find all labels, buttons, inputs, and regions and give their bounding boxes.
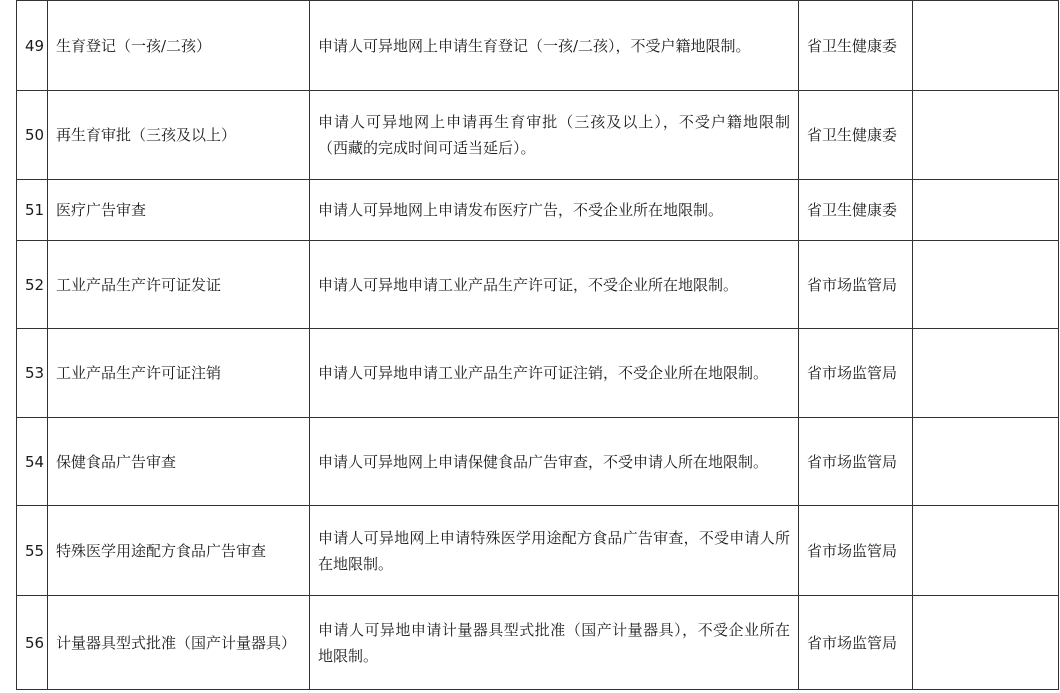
table-row: [17, 329, 1059, 418]
item-description: 申请人可异地网上申请特殊医学用途配方食品广告审查，不受申请人所在地限制。: [310, 506, 799, 596]
remark-cell: [913, 596, 1059, 690]
item-name: 工业产品生产许可证注销: [48, 329, 310, 418]
item-name: 医疗广告审查: [48, 180, 310, 241]
responsible-department: 省市场监管局: [799, 329, 913, 418]
remark-cell: [913, 329, 1059, 418]
item-name: 保健食品广告审查: [48, 418, 310, 506]
responsible-department: 省市场监管局: [799, 418, 913, 506]
remark-cell: [913, 506, 1059, 596]
row-number: 55: [17, 506, 48, 596]
remark-cell: [913, 241, 1059, 329]
item-description: 申请人可异地网上申请再生育审批（三孩及以上），不受户籍地限制（西藏的完成时间可适当延后）。: [310, 91, 799, 180]
responsible-department: 省卫生健康委: [799, 1, 913, 91]
item-name: 工业产品生产许可证发证: [48, 241, 310, 329]
item-name: 生育登记（一孩/二孩）: [48, 1, 310, 91]
item-name: 特殊医学用途配方食品广告审查: [48, 506, 310, 596]
table-row: [17, 596, 1059, 690]
table-row: [17, 180, 1059, 241]
item-name: 再生育审批（三孩及以上）: [48, 91, 310, 180]
item-description: 申请人可异地网上申请保健食品广告审查，不受申请人所在地限制。: [310, 418, 799, 506]
row-number: 51: [17, 180, 48, 241]
remark-cell: [913, 180, 1059, 241]
responsible-department: 省卫生健康委: [799, 91, 913, 180]
row-number: 50: [17, 91, 48, 180]
row-number: 53: [17, 329, 48, 418]
row-number: 52: [17, 241, 48, 329]
item-description: 申请人可异地申请工业产品生产许可证注销，不受企业所在地限制。: [310, 329, 799, 418]
item-description: 申请人可异地网上申请发布医疗广告，不受企业所在地限制。: [310, 180, 799, 241]
responsible-department: 省卫生健康委: [799, 180, 913, 241]
remark-cell: [913, 91, 1059, 180]
responsible-department: 省市场监管局: [799, 241, 913, 329]
remark-cell: [913, 418, 1059, 506]
row-number: 54: [17, 418, 48, 506]
table-row: [17, 91, 1059, 180]
item-description: 申请人可异地申请计量器具型式批准（国产计量器具），不受企业所在地限制。: [310, 596, 799, 690]
items-table: [16, 0, 1059, 690]
table-row: [17, 241, 1059, 329]
table-row: [17, 1, 1059, 91]
row-number: 56: [17, 596, 48, 690]
item-description: 申请人可异地申请工业产品生产许可证，不受企业所在地限制。: [310, 241, 799, 329]
item-name: 计量器具型式批准（国产计量器具）: [48, 596, 310, 690]
responsible-department: 省市场监管局: [799, 506, 913, 596]
row-number: 49: [17, 1, 48, 91]
remark-cell: [913, 1, 1059, 91]
table-row: [17, 506, 1059, 596]
table-row: [17, 418, 1059, 506]
item-description: 申请人可异地网上申请生育登记（一孩/二孩），不受户籍地限制。: [310, 1, 799, 91]
responsible-department: 省市场监管局: [799, 596, 913, 690]
